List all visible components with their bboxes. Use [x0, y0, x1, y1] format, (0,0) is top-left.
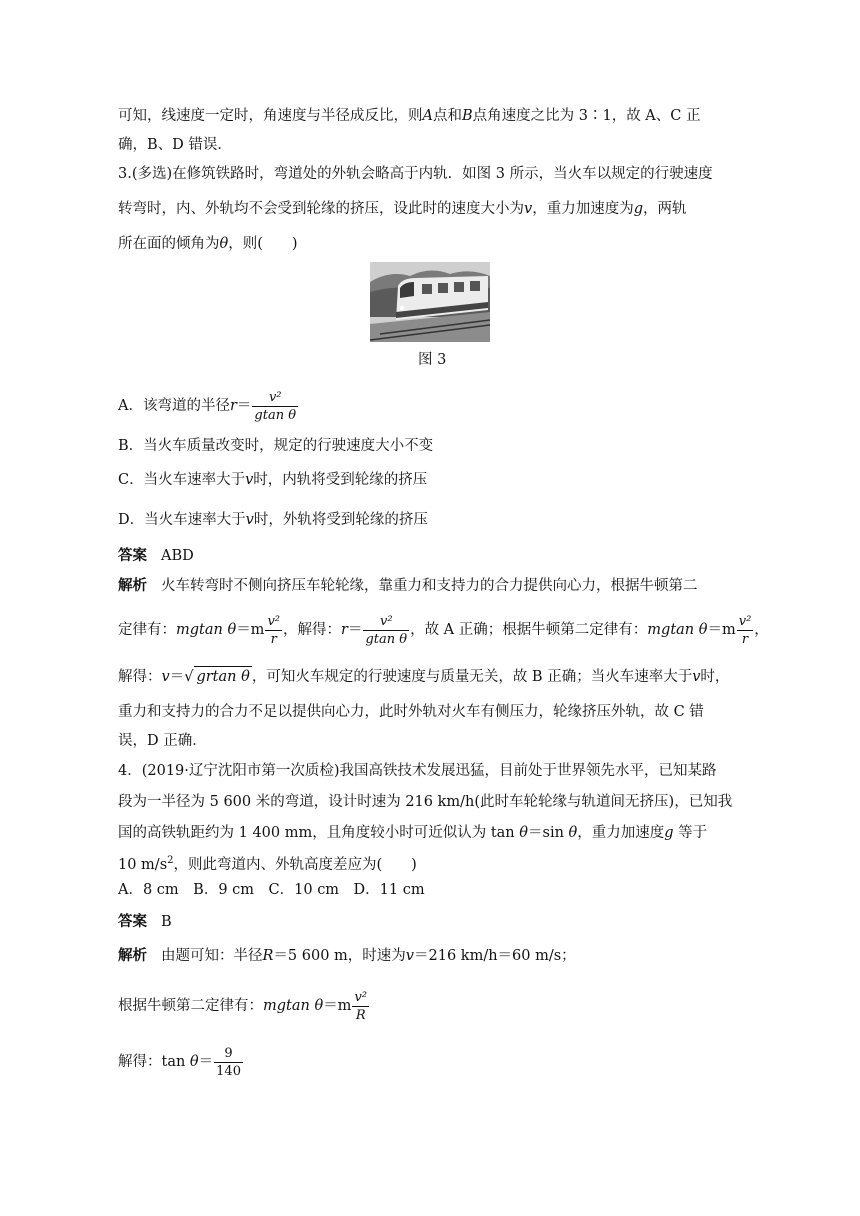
analysis-line: 重力和支持力的合力不足以提供向心力，此时外轨对火车有侧压力，轮缘挤压外轨，故 C 错: [118, 704, 704, 720]
text-line: 所在面的倾角为θ，则( ): [118, 236, 298, 252]
option-d: D．当火车速率大于v时，外轨将受到轮缘的挤压: [118, 512, 428, 528]
answer-line: 答案 ABD: [118, 547, 194, 564]
question-4-stem: 4．(2019·辽宁沈阳市第一次质检)我国高铁技术发展迅猛，目前处于世界领先水平，已知某路: [118, 763, 717, 779]
option-a: A．该弯道的半径r＝ $\frac{\text{v²}}{\text{gtan θ}}$: [118, 389, 297, 423]
question-4-options: A．8 cm B．9 cm C．10 cm D．11 cm: [118, 882, 425, 898]
option-c: C．当火车速率大于v时，内轨将受到轮缘的挤压: [118, 472, 428, 488]
analysis-line: 解析 火车转弯时不侧向挤压车轮轮缘，靠重力和支持力的合力提供向心力，根据牛顿第二: [118, 577, 698, 594]
text-line: 可知，线速度一定时，角速度与半径成反比，则A点和B点角速度之比为 3∶1，故 A、C 正: [118, 108, 701, 124]
text-line: 10 $m/s^2$，则此弯道内、外轨高度差应为( ): [118, 855, 417, 873]
text-line: 转弯时，内、外轨均不会受到轮缘的挤压，设此时的速度大小为v，重力加速度为g，两轨: [118, 201, 687, 217]
text-line: 段为一半径为 5 600 米的弯道，设计时速为 216 km/h(此时车轮轮缘与轨道间无挤压)，已知我: [118, 794, 733, 810]
option-b: B．当火车质量改变时，规定的行驶速度大小不变: [118, 438, 434, 454]
figure-caption: 图 3: [418, 352, 447, 368]
answer-line: 答案 B: [118, 913, 172, 930]
analysis-line: 解析 由题可知：半径R＝5 600 m，时速为v＝216 km/h＝60 m/s；: [118, 947, 576, 964]
fraction: $\frac{\text{v²}}{\text{gtan θ}}$: [254, 389, 297, 423]
train-photo-icon: [370, 262, 490, 342]
text-line: 确，B、D 错误．: [118, 137, 232, 153]
analysis-line: 定律有：mgtan θ＝m $\frac{\text{v²}}{r}$ ，解得：r＝ $\frac{\text{v²}}{\text{gtan θ}}$ ，故 A 正确；根据牛顿第二定律有：mgtan θ＝m $\frac{\text{v²}}{r}$ ，: [118, 613, 769, 647]
question-3-stem: 3.(多选)在修筑铁路时，弯道处的外轨会略高于内轨．如图 3 所示，当火车以规定的行驶速度: [118, 166, 713, 182]
analysis-line: 解得：v＝√ grtan θ ，可知火车规定的行驶速度与质量无关，故 B 正确；当火车速率大于v时，: [118, 666, 729, 687]
analysis-line: 根据牛顿第二定律有：mgtan θ＝m $\frac{\text{v²}}{R}$: [118, 989, 367, 1023]
analysis-line: 误，D 正确．: [118, 733, 207, 749]
text-line: 国的高铁轨距约为 1 400 mm，且角度较小时可近似认为 tan θ＝sin θ，重力加速度g 等于: [118, 825, 708, 841]
analysis-line: 解得：tan θ＝ $\frac{9}{140}$: [118, 1045, 241, 1079]
